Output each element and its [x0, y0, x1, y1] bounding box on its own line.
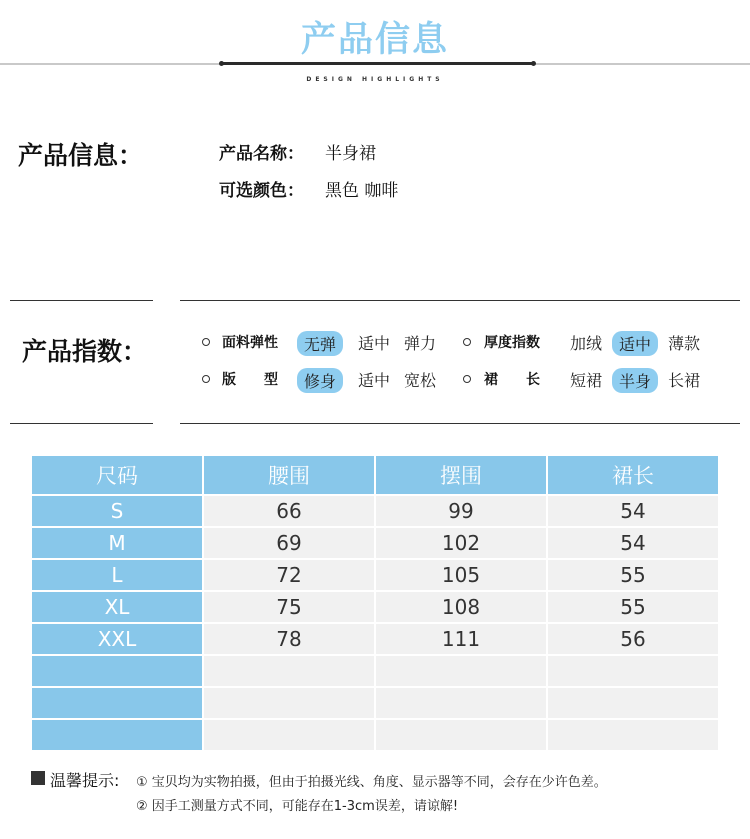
- table-header-cell: 腰围: [204, 456, 374, 494]
- index-option: 加绒: [570, 334, 603, 353]
- divider-bottom-left: [10, 423, 153, 424]
- page-subtitle: DESIGN HIGHLIGHTS: [306, 76, 444, 83]
- index-label: 面料弹性: [222, 335, 278, 351]
- notes-title: 温馨提示:: [50, 771, 120, 790]
- size-cell: S: [32, 496, 202, 526]
- table-header-cell: 裙长: [548, 456, 718, 494]
- index-option-selected: 适中: [612, 331, 658, 356]
- bullet-circle-icon: [463, 375, 471, 383]
- product-index-label: 产品指数：: [22, 337, 148, 366]
- size-cell: XXL: [32, 624, 202, 654]
- table-row: [32, 720, 718, 750]
- divider-top-right: [180, 300, 740, 301]
- table-cell: [548, 688, 718, 718]
- product-name-value: 半身裙: [325, 144, 376, 164]
- table-row: [32, 624, 718, 654]
- header-dot-right: [531, 61, 536, 66]
- index-option: 宽松: [404, 371, 437, 390]
- bullet-circle-icon: [202, 338, 210, 346]
- index-label: 裙 长: [484, 372, 540, 388]
- table-cell: 54: [548, 496, 718, 526]
- index-label: 厚度指数: [484, 335, 540, 351]
- note-item: ② 因手工测量方式不同，可能存在1-3cm误差，请谅解!: [136, 799, 459, 814]
- header-dot-left: [219, 61, 224, 66]
- table-cell: 69: [204, 528, 374, 558]
- table-cell: [548, 720, 718, 750]
- table-cell: 55: [548, 560, 718, 590]
- table-header-cell: 尺码: [32, 456, 202, 494]
- table-cell: 99: [376, 496, 546, 526]
- size-cell: XL: [32, 592, 202, 622]
- table-cell: 54: [548, 528, 718, 558]
- index-option-selected: 修身: [297, 368, 343, 393]
- table-row: [32, 528, 718, 558]
- page-title: 产品信息: [300, 20, 449, 60]
- bullet-circle-icon: [202, 375, 210, 383]
- table-cell: 78: [204, 624, 374, 654]
- size-cell: [32, 720, 202, 750]
- table-cell: 108: [376, 592, 546, 622]
- product-info-label: 产品信息：: [18, 141, 144, 170]
- product-color-key: 可选颜色：: [219, 181, 304, 201]
- table-cell: 75: [204, 592, 374, 622]
- table-cell: 55: [548, 592, 718, 622]
- size-cell: L: [32, 560, 202, 590]
- table-cell: 111: [376, 624, 546, 654]
- table-header-cell: 摆围: [376, 456, 546, 494]
- table-row: [32, 592, 718, 622]
- index-option: 弹力: [404, 334, 437, 353]
- size-table: [30, 454, 720, 752]
- size-cell: M: [32, 528, 202, 558]
- table-cell: [204, 656, 374, 686]
- table-cell: [548, 656, 718, 686]
- size-cell: [32, 656, 202, 686]
- table-cell: [204, 688, 374, 718]
- table-row: [32, 688, 718, 718]
- index-option-selected: 无弹: [297, 331, 343, 356]
- table-cell: 105: [376, 560, 546, 590]
- table-cell: [204, 720, 374, 750]
- index-option: 长裙: [668, 371, 701, 390]
- divider-bottom-right: [180, 423, 740, 424]
- table-header-row: [32, 456, 718, 494]
- table-cell: [376, 688, 546, 718]
- table-cell: [376, 656, 546, 686]
- index-option: 适中: [358, 371, 391, 390]
- index-option: 短裙: [570, 371, 603, 390]
- table-cell: 102: [376, 528, 546, 558]
- size-cell: [32, 688, 202, 718]
- table-row: [32, 496, 718, 526]
- note-square-icon: [31, 771, 45, 785]
- product-name-key: 产品名称：: [219, 144, 304, 164]
- table-row: [32, 560, 718, 590]
- table-cell: 72: [204, 560, 374, 590]
- table-cell: [376, 720, 546, 750]
- product-color-value: 黑色 咖啡: [325, 181, 399, 201]
- bullet-circle-icon: [463, 338, 471, 346]
- index-option-selected: 半身: [612, 368, 658, 393]
- index-label: 版 型: [222, 372, 278, 388]
- header-accent-bar: [222, 62, 534, 65]
- table-cell: 56: [548, 624, 718, 654]
- index-option: 薄款: [668, 334, 701, 353]
- table-cell: 66: [204, 496, 374, 526]
- note-item: ① 宝贝均为实物拍摄，但由于拍摄光线、角度、显示器等不同，会存在少许色差。: [136, 775, 607, 790]
- divider-top-left: [10, 300, 153, 301]
- index-option: 适中: [358, 334, 391, 353]
- table-row: [32, 656, 718, 686]
